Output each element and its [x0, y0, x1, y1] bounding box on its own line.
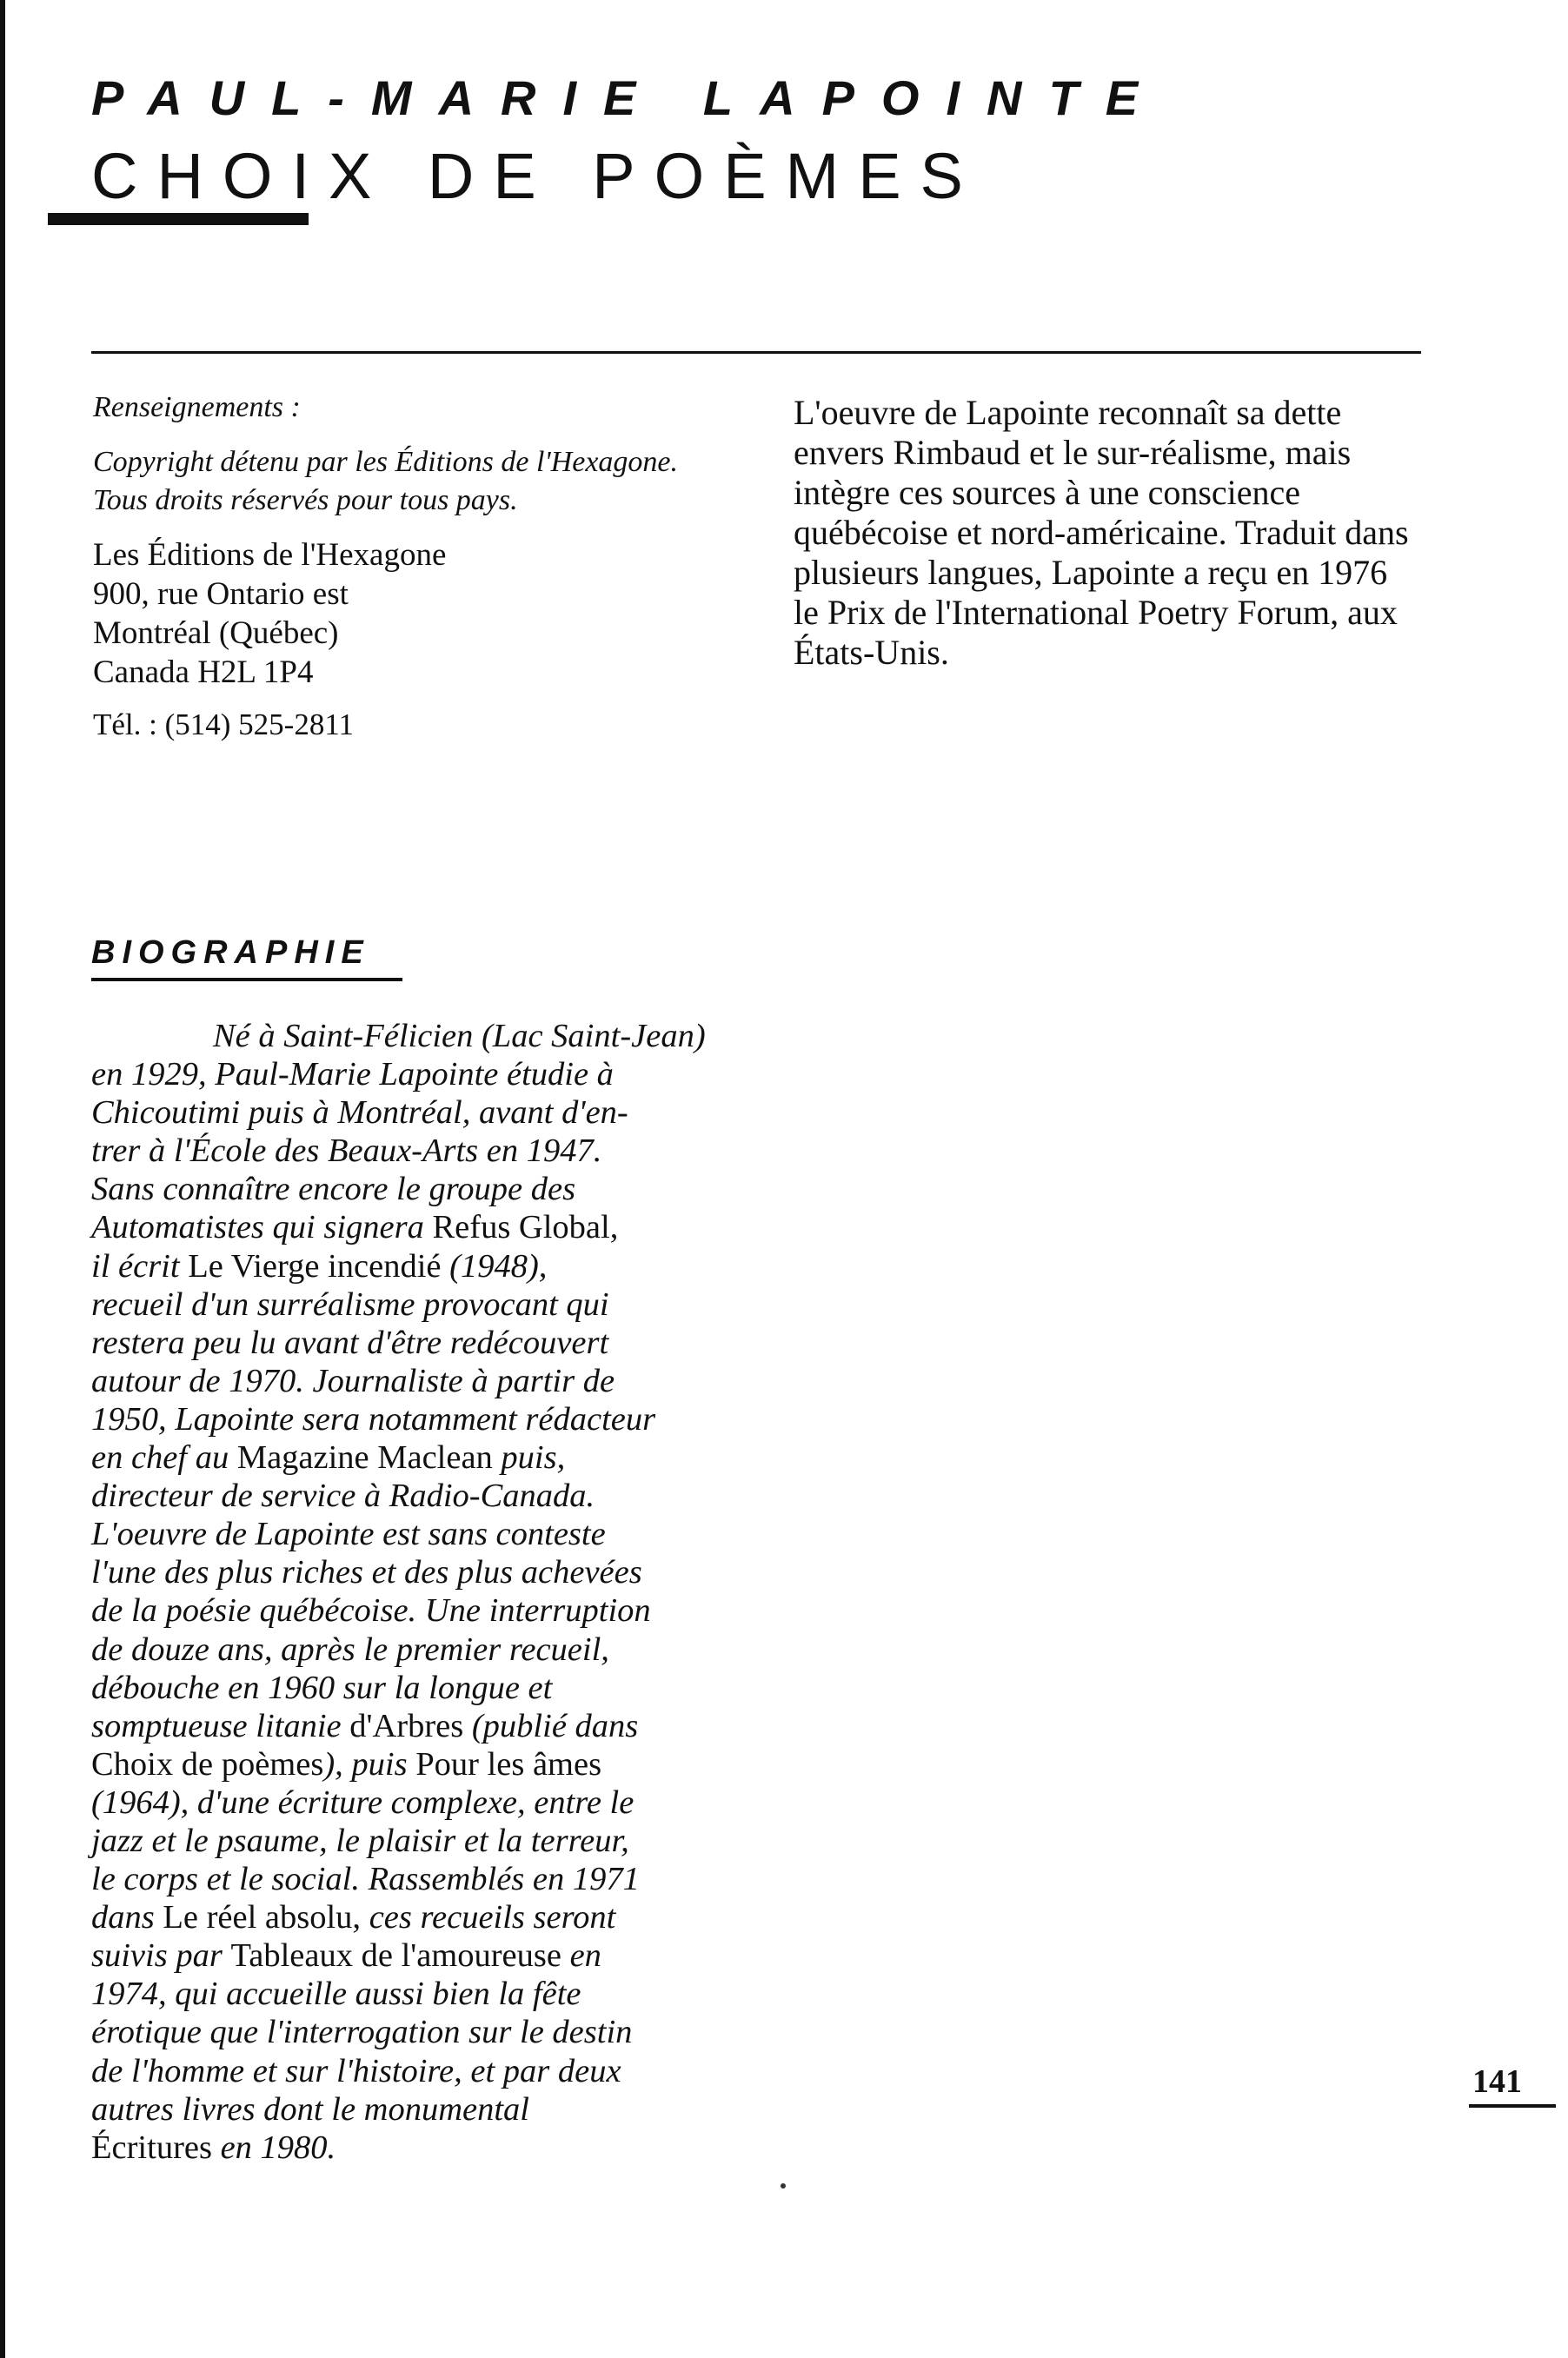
bio-line: l'une des plus riches et des plus achevées — [91, 1554, 642, 1591]
bio-line: autour de 1970. Journaliste à partir de — [91, 1362, 615, 1399]
bio-line: Écritures en 1980. — [91, 2129, 336, 2166]
work-title-le-vierge-incendie: Le Vierge incendié — [188, 1247, 442, 1285]
bio-line: il écrit Le Vierge incendié (1948), — [91, 1247, 548, 1285]
bio-line: 1974, qui accueille aussi bien la fête — [91, 1976, 581, 2013]
work-title-tableaux-de-lamoureuse: Tableaux de l'amoureuse — [230, 1937, 561, 1975]
page-number-underline — [1469, 2104, 1556, 2108]
title-underline-bar — [48, 213, 309, 225]
publisher-address — [93, 535, 719, 692]
bio-line: jazz et le psaume, le plaisir et la terreur, — [91, 1822, 629, 1859]
bio-line: (1964), d'une écriture complexe, entre le — [91, 1783, 635, 1821]
bio-line: de la poésie québécoise. Une interruption — [91, 1592, 651, 1630]
work-title-choix-de-poemes: Choix de poèmes — [91, 1745, 324, 1783]
bio-line: recueil d'un surréalisme provocant qui — [91, 1285, 609, 1323]
work-title-pour-les-ames: Pour les âmes — [415, 1745, 602, 1783]
publisher-info — [93, 391, 719, 742]
bio-line: débouche en 1960 sur la longue et — [91, 1669, 553, 1706]
bio-line: Sans connaître encore le groupe des — [91, 1171, 576, 1208]
bio-line: Né à Saint-Félicien (Lac Saint-Jean) — [213, 1018, 706, 1054]
page-number: 141 — [1472, 2063, 1522, 2100]
work-title-arbres: d'Arbres — [349, 1707, 464, 1744]
address-line: Les Éditions de l'Hexagone — [93, 537, 447, 573]
address-line: Montréal (Québec) — [93, 615, 339, 651]
publisher-phone: Tél. : (514) 525-2811 — [93, 707, 355, 741]
work-title-refus-global: Refus Global, — [432, 1209, 619, 1246]
address-line: Canada H2L 1P4 — [93, 654, 314, 690]
bio-line: Choix de poèmes), puis Pour les âmes — [91, 1745, 602, 1783]
bio-line: trer à l'École des Beaux-Arts en 1947. — [91, 1133, 602, 1170]
work-title-ecritures: Écritures — [91, 2129, 212, 2166]
biography-heading: BIOGRAPHIE — [91, 934, 370, 971]
bio-line: de l'homme et sur l'histoire, et par deux — [91, 2052, 621, 2089]
bio-line: autres livres dont le monumental — [91, 2090, 529, 2128]
bio-line: Chicoutimi puis à Montréal, avant d'en- — [91, 1094, 628, 1132]
bio-line: dans Le réel absolu, ces recueils seront — [91, 1899, 616, 1936]
bio-line: 1950, Lapointe sera notamment rédacteur — [91, 1400, 656, 1438]
work-summary: L'oeuvre de Lapointe reconnaît sa dette envers Rimbaud et le sur-réalisme, mais intègre ces sources à une conscience québécoise et nord-américaine. Traduit dans plusieurs langues, Lapointe a reçu en 1976 le Prix de l'International Poetry Forum, aux États-Unis. — [794, 393, 1409, 672]
section-divider — [91, 351, 1421, 354]
bio-line: en 1929, Paul-Marie Lapointe étudie à — [91, 1056, 614, 1093]
stray-ink-mark — [781, 2183, 786, 2189]
bio-line: L'oeuvre de Lapointe est sans conteste — [91, 1516, 606, 1553]
left-margin-rule — [0, 0, 5, 2358]
bio-line: Automatistes qui signera Refus Global, — [91, 1209, 619, 1246]
bio-line: érotique que l'interrogation sur le destin — [91, 2014, 633, 2051]
bio-line: de douze ans, après le premier recueil, — [91, 1631, 609, 1668]
work-title-le-reel-absolu: Le réel absolu, — [163, 1899, 362, 1936]
bio-line: en chef au Magazine Maclean puis, — [91, 1439, 566, 1477]
bio-line: le corps et le social. Rassemblés en 1971 — [91, 1861, 640, 1898]
bio-line: somptueuse litanie d'Arbres (publié dans — [91, 1707, 639, 1744]
info-heading: Renseignements : — [93, 391, 301, 423]
bio-line: directeur de service à Radio-Canada. — [91, 1478, 595, 1515]
copyright-notice: Copyright détenu par les Éditions de l'Hexagone. Tous droits réservés pour tous pays. — [93, 446, 678, 516]
author-name: PAUL-MARIE LAPOINTE — [91, 70, 1166, 125]
bio-line: suivis par Tableaux de l'amoureuse en — [91, 1937, 601, 1975]
address-line: 900, rue Ontario est — [93, 576, 349, 612]
book-title: CHOIX DE POÈMES — [91, 140, 982, 212]
biography-heading-underline — [91, 978, 402, 981]
bio-line: restera peu lu avant d'être redécouvert — [91, 1324, 609, 1361]
work-title-magazine-maclean: Magazine Maclean — [236, 1439, 493, 1477]
biography-text — [91, 1017, 734, 2167]
